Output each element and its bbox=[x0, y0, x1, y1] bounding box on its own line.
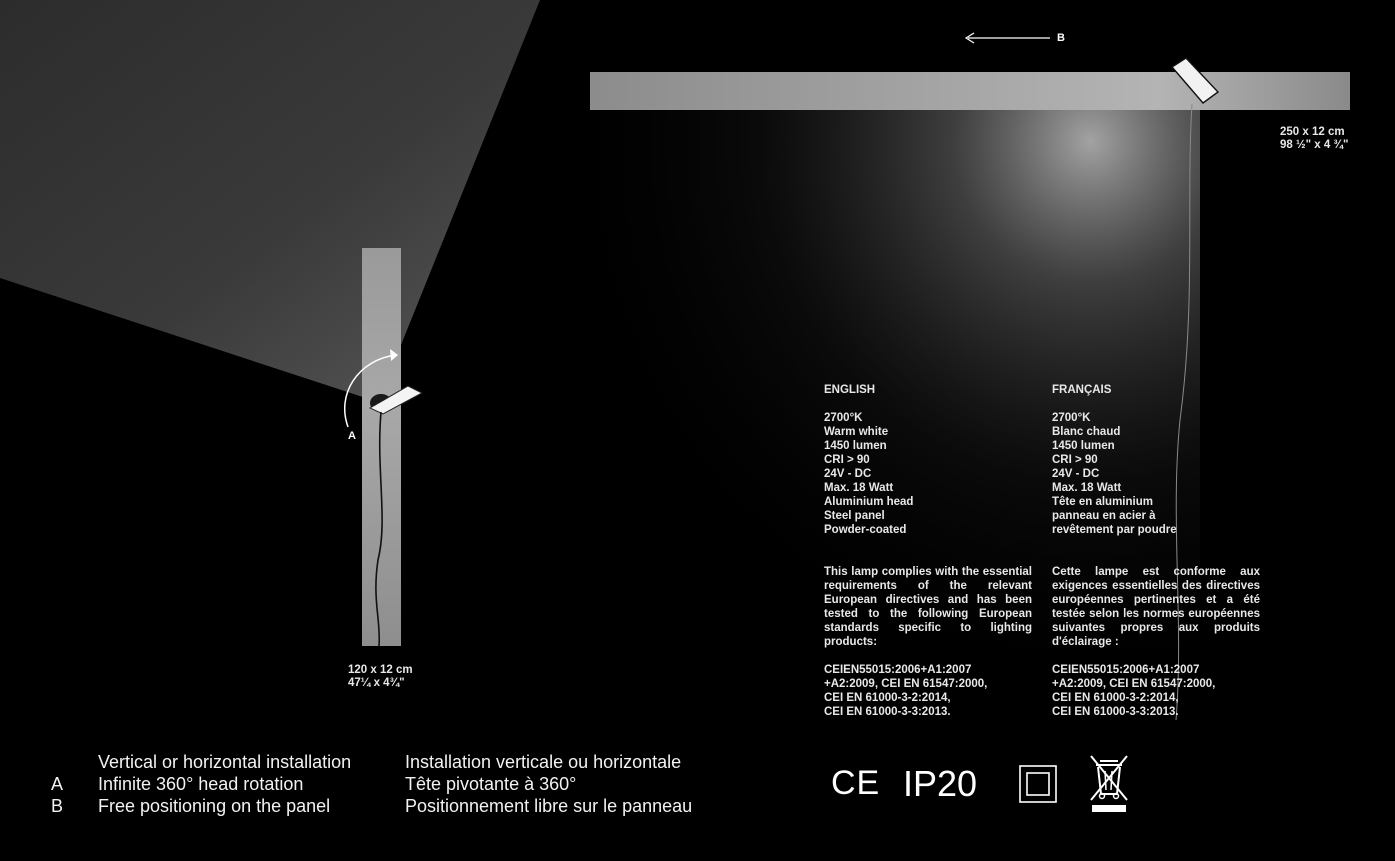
feature-letter-a: A bbox=[51, 774, 64, 794]
spec-item: Steel panel bbox=[824, 510, 885, 522]
english-specs bbox=[824, 383, 1032, 719]
spec-item: 1450 lumen bbox=[824, 440, 887, 452]
feature-b: Positionnement libre sur le panneau bbox=[405, 796, 693, 816]
feature-letters bbox=[51, 751, 63, 817]
feature-a: Infinite 360° head rotation bbox=[98, 774, 304, 794]
vertical-dimension-imperial: 47¼ x 4¾" bbox=[348, 677, 405, 689]
spec-item: Aluminium head bbox=[824, 496, 914, 508]
feature-intro: Vertical or horizontal installation bbox=[98, 752, 352, 772]
standard-item: CEI EN 61000-3-2:2014, bbox=[824, 692, 951, 704]
spec-item: Max. 18 Watt bbox=[1052, 482, 1122, 494]
features-english bbox=[98, 751, 351, 817]
vertical-dimension-metric: 120 x 12 cm bbox=[348, 664, 413, 676]
spec-item: 24V - DC bbox=[1052, 468, 1100, 480]
spec-item: CRI > 90 bbox=[1052, 454, 1098, 466]
standard-item: CEI EN 61000-3-3:2013. bbox=[1052, 706, 1179, 718]
spec-item: panneau en acier à bbox=[1052, 510, 1156, 522]
english-spec-list bbox=[824, 411, 1032, 537]
standard-item: +A2:2009, CEI EN 61547:2000, bbox=[824, 678, 988, 690]
standard-item: CEI EN 61000-3-2:2014, bbox=[1052, 692, 1179, 704]
vertical-panel bbox=[362, 248, 401, 646]
spec-item: Powder-coated bbox=[824, 524, 907, 536]
horizontal-dimension-metric: 250 x 12 cm bbox=[1280, 126, 1345, 138]
crossed-bin-icon bbox=[1088, 754, 1130, 814]
double-insulation-icon bbox=[1019, 765, 1057, 803]
light-beam bbox=[0, 0, 540, 402]
feature-a: Tête pivotante à 360° bbox=[405, 774, 577, 794]
standard-item: +A2:2009, CEI EN 61547:2000, bbox=[1052, 678, 1216, 690]
spec-item: 2700°K bbox=[1052, 412, 1091, 424]
french-heading: FRANÇAIS bbox=[1052, 384, 1112, 396]
label-b: B bbox=[1057, 32, 1065, 44]
features-french bbox=[405, 751, 692, 817]
spec-item: 1450 lumen bbox=[1052, 440, 1115, 452]
english-standards bbox=[824, 663, 1032, 719]
vertical-dimensions bbox=[348, 664, 413, 690]
feature-intro: Installation verticale ou horizontale bbox=[405, 752, 682, 772]
english-compliance: This lamp complies with the essential requirements of the relevant European directives and has been tested to the following European standards specific to lighting products: bbox=[824, 566, 1032, 648]
standard-item: CEIEN55015:2006+A1:2007 bbox=[1052, 664, 1200, 676]
french-spec-list bbox=[1052, 411, 1260, 537]
feature-b: Free positioning on the panel bbox=[98, 796, 331, 816]
horizontal-dimension-imperial: 98 ½" x 4 ¾" bbox=[1280, 139, 1349, 151]
ip-rating: IP20 bbox=[903, 763, 978, 804]
spec-item: Tête en aluminium bbox=[1052, 496, 1153, 508]
feature-letter-b: B bbox=[51, 796, 64, 816]
standard-item: CEIEN55015:2006+A1:2007 bbox=[824, 664, 972, 676]
spec-item: Warm white bbox=[824, 426, 889, 438]
spec-item: 24V - DC bbox=[824, 468, 872, 480]
spec-item: 2700°K bbox=[824, 412, 863, 424]
standard-item: CEI EN 61000-3-3:2013. bbox=[824, 706, 951, 718]
french-compliance: Cette lampe est conforme aux exigences essentielles des directives européennes pertinentes et a été testée selon les normes européennes suivantes propres aux produits d'éclairage : bbox=[1052, 566, 1260, 648]
horizontal-dimensions bbox=[1280, 126, 1348, 152]
ce-mark: CE bbox=[831, 764, 881, 802]
label-a: A bbox=[348, 430, 356, 442]
english-heading: ENGLISH bbox=[824, 384, 876, 396]
spec-item: Max. 18 Watt bbox=[824, 482, 894, 494]
spec-item: revêtement par poudre bbox=[1052, 524, 1177, 536]
horizontal-panel bbox=[590, 72, 1350, 110]
spec-item: CRI > 90 bbox=[824, 454, 870, 466]
spec-item: Blanc chaud bbox=[1052, 426, 1121, 438]
french-specs bbox=[1052, 383, 1260, 719]
french-standards bbox=[1052, 663, 1260, 719]
